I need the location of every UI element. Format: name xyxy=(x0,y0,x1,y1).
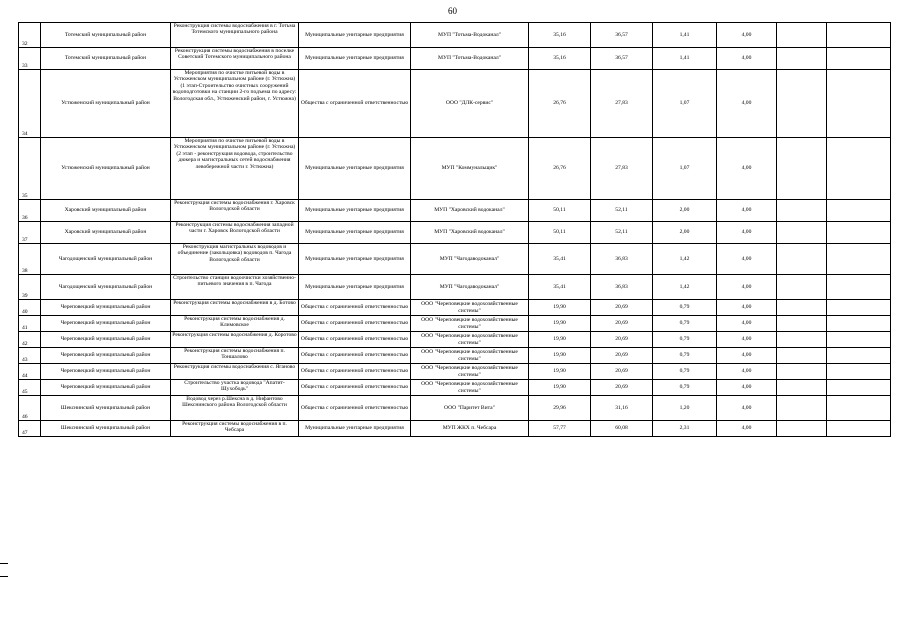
district-cell: Череповецкий муниципальный район xyxy=(41,380,171,396)
empty-cell xyxy=(827,380,891,396)
empty-cell xyxy=(777,300,827,316)
organization-cell: ООО "Череповецкие водохозяйственные системы" xyxy=(411,364,529,380)
organization-cell: МУП "Харовский водоканал" xyxy=(411,222,529,244)
table-row xyxy=(19,275,891,300)
district-cell: Череповецкий муниципальный район xyxy=(41,316,171,332)
project-cell: Реконструкция системы водоснабжения в д. Ботово xyxy=(171,300,299,316)
table-row xyxy=(19,200,891,222)
row-number: 35 xyxy=(19,138,41,200)
district-cell: Череповецкий муниципальный район xyxy=(41,348,171,364)
district-cell: Шекснинский муниципальный район xyxy=(41,396,171,421)
value-3-cell: 2,00 xyxy=(653,222,717,244)
org-type-cell: Общества с ограниченной ответственностью xyxy=(299,316,411,332)
value-1-cell: 19,90 xyxy=(529,316,591,332)
district-cell: Череповецкий муниципальный район xyxy=(41,332,171,348)
value-3-cell: 0,79 xyxy=(653,316,717,332)
empty-cell xyxy=(777,421,827,437)
margin-mark xyxy=(0,576,8,577)
empty-cell xyxy=(777,364,827,380)
value-2-cell: 20,69 xyxy=(591,380,653,396)
value-1-cell: 19,90 xyxy=(529,300,591,316)
value-2-cell: 36,83 xyxy=(591,244,653,275)
value-4-cell: 4,00 xyxy=(717,48,777,70)
value-4-cell: 4,00 xyxy=(717,364,777,380)
organization-cell: МУП "Коммунальщик" xyxy=(411,138,529,200)
value-1-cell: 26,76 xyxy=(529,70,591,138)
empty-cell xyxy=(827,396,891,421)
value-2-cell: 27,83 xyxy=(591,138,653,200)
org-type-cell: Общества с ограниченной ответственностью xyxy=(299,348,411,364)
district-cell: Череповецкий муниципальный район xyxy=(41,300,171,316)
project-cell: Реконструкция системы водоснабжения в п. Чебсара xyxy=(171,421,299,437)
district-cell: Харовский муниципальный район xyxy=(41,222,171,244)
empty-cell xyxy=(827,332,891,348)
table-row xyxy=(19,23,891,48)
org-type-cell: Общества с ограниченной ответственностью xyxy=(299,332,411,348)
investment-table xyxy=(18,22,891,437)
project-cell: Реконструкция системы водоснабжения п. Тоншалово xyxy=(171,348,299,364)
row-number: 43 xyxy=(19,348,41,364)
value-2-cell: 20,69 xyxy=(591,332,653,348)
project-cell: Реконструкция системы водоснабжения д. Климовское xyxy=(171,316,299,332)
value-1-cell: 19,90 xyxy=(529,380,591,396)
table-row xyxy=(19,332,891,348)
value-1-cell: 35,16 xyxy=(529,48,591,70)
value-4-cell: 4,00 xyxy=(717,275,777,300)
table-row xyxy=(19,396,891,421)
value-4-cell: 4,00 xyxy=(717,421,777,437)
empty-cell xyxy=(777,200,827,222)
value-1-cell: 19,90 xyxy=(529,364,591,380)
value-1-cell: 50,11 xyxy=(529,200,591,222)
organization-cell: МУП "Тотьма-Водоканал" xyxy=(411,23,529,48)
value-2-cell: 20,69 xyxy=(591,316,653,332)
district-cell: Тотемский муниципальный район xyxy=(41,23,171,48)
empty-cell xyxy=(777,396,827,421)
value-3-cell: 0,79 xyxy=(653,380,717,396)
value-1-cell: 50,11 xyxy=(529,222,591,244)
table-row xyxy=(19,244,891,275)
table-row xyxy=(19,300,891,316)
value-3-cell: 1,42 xyxy=(653,275,717,300)
value-4-cell: 4,00 xyxy=(717,396,777,421)
project-cell: Реконструкция системы водоснабжения д. Коротово xyxy=(171,332,299,348)
empty-cell xyxy=(777,332,827,348)
organization-cell: МУП "Чагодаводоканал" xyxy=(411,275,529,300)
value-1-cell: 19,90 xyxy=(529,332,591,348)
value-4-cell: 4,00 xyxy=(717,138,777,200)
value-3-cell: 1,07 xyxy=(653,70,717,138)
org-type-cell: Муниципальные унитарные предприятия xyxy=(299,244,411,275)
value-1-cell: 26,76 xyxy=(529,138,591,200)
row-number: 47 xyxy=(19,421,41,437)
organization-cell: МУП "Чагодаводоканал" xyxy=(411,244,529,275)
project-cell: Реконструкция системы водоснабжения в поселке Советский Тотемского муниципального района xyxy=(171,48,299,70)
row-number: 38 xyxy=(19,244,41,275)
empty-cell xyxy=(827,421,891,437)
value-2-cell: 31,16 xyxy=(591,396,653,421)
table-row xyxy=(19,421,891,437)
table-row xyxy=(19,222,891,244)
value-4-cell: 4,00 xyxy=(717,244,777,275)
value-2-cell: 20,69 xyxy=(591,300,653,316)
value-3-cell: 2,31 xyxy=(653,421,717,437)
table-row xyxy=(19,316,891,332)
empty-cell xyxy=(827,23,891,48)
table-row xyxy=(19,380,891,396)
empty-cell xyxy=(827,222,891,244)
value-2-cell: 52,11 xyxy=(591,222,653,244)
row-number: 33 xyxy=(19,48,41,70)
value-4-cell: 4,00 xyxy=(717,332,777,348)
value-4-cell: 4,00 xyxy=(717,380,777,396)
project-cell: Реконструкция системы водоснабжения западной части г. Харовск Вологодской области xyxy=(171,222,299,244)
row-number: 34 xyxy=(19,70,41,138)
organization-cell: ООО "Череповецкие водохозяйственные системы" xyxy=(411,316,529,332)
project-cell: Реконструкция системы водоснабжения в г. Тотьма Тотемского муниципального района xyxy=(171,23,299,48)
project-cell: Реконструкция магистральных водоводов и объединение (закольцовка) водоводов п. Чагода Вологодской области xyxy=(171,244,299,275)
value-1-cell: 35,41 xyxy=(529,244,591,275)
empty-cell xyxy=(827,48,891,70)
org-type-cell: Муниципальные унитарные предприятия xyxy=(299,48,411,70)
empty-cell xyxy=(777,380,827,396)
value-2-cell: 36,57 xyxy=(591,23,653,48)
value-4-cell: 4,00 xyxy=(717,222,777,244)
empty-cell xyxy=(777,348,827,364)
org-type-cell: Муниципальные унитарные предприятия xyxy=(299,421,411,437)
row-number: 42 xyxy=(19,332,41,348)
org-type-cell: Общества с ограниченной ответственностью xyxy=(299,380,411,396)
project-cell: Реконструкция системы водоснабжения с. Яганово xyxy=(171,364,299,380)
empty-cell xyxy=(827,200,891,222)
row-number: 44 xyxy=(19,364,41,380)
row-number: 37 xyxy=(19,222,41,244)
value-2-cell: 20,69 xyxy=(591,348,653,364)
value-1-cell: 19,90 xyxy=(529,348,591,364)
value-2-cell: 20,69 xyxy=(591,364,653,380)
table-row xyxy=(19,348,891,364)
value-4-cell: 4,00 xyxy=(717,70,777,138)
empty-cell xyxy=(777,48,827,70)
value-1-cell: 57,77 xyxy=(529,421,591,437)
value-4-cell: 4,00 xyxy=(717,300,777,316)
org-type-cell: Общества с ограниченной ответственностью xyxy=(299,300,411,316)
value-3-cell: 1,42 xyxy=(653,244,717,275)
district-cell: Шекснинский муниципальный район xyxy=(41,421,171,437)
organization-cell: ООО "Череповецкие водохозяйственные системы" xyxy=(411,380,529,396)
value-1-cell: 35,41 xyxy=(529,275,591,300)
org-type-cell: Общества с ограниченной ответственностью xyxy=(299,396,411,421)
value-4-cell: 4,00 xyxy=(717,23,777,48)
row-number: 36 xyxy=(19,200,41,222)
value-3-cell: 1,20 xyxy=(653,396,717,421)
table-row xyxy=(19,70,891,138)
row-number: 46 xyxy=(19,396,41,421)
org-type-cell: Муниципальные унитарные предприятия xyxy=(299,200,411,222)
value-1-cell: 29,96 xyxy=(529,396,591,421)
table-row xyxy=(19,364,891,380)
empty-cell xyxy=(827,138,891,200)
org-type-cell: Общества с ограниченной ответственностью xyxy=(299,364,411,380)
value-2-cell: 36,83 xyxy=(591,275,653,300)
value-3-cell: 2,00 xyxy=(653,200,717,222)
empty-cell xyxy=(777,70,827,138)
org-type-cell: Муниципальные унитарные предприятия xyxy=(299,275,411,300)
organization-cell: ООО "ДЛК-сервис" xyxy=(411,70,529,138)
project-cell: Реконструкция системы водоснабжения г. Харовск Вологодской области xyxy=(171,200,299,222)
value-4-cell: 4,00 xyxy=(717,316,777,332)
value-1-cell: 35,16 xyxy=(529,23,591,48)
org-type-cell: Муниципальные унитарные предприятия xyxy=(299,23,411,48)
row-number: 32 xyxy=(19,23,41,48)
empty-cell xyxy=(777,275,827,300)
margin-mark xyxy=(0,563,8,564)
value-2-cell: 52,11 xyxy=(591,200,653,222)
empty-cell xyxy=(827,275,891,300)
organization-cell: МУП "Харовский водоканал" xyxy=(411,200,529,222)
value-3-cell: 0,79 xyxy=(653,364,717,380)
value-2-cell: 36,57 xyxy=(591,48,653,70)
value-4-cell: 4,00 xyxy=(717,348,777,364)
project-cell: Строительство станции водоочистки хозяйственно-питьевого значения в п. Чагода xyxy=(171,275,299,300)
empty-cell xyxy=(777,244,827,275)
org-type-cell: Муниципальные унитарные предприятия xyxy=(299,138,411,200)
value-3-cell: 0,79 xyxy=(653,332,717,348)
empty-cell xyxy=(827,348,891,364)
empty-cell xyxy=(777,138,827,200)
value-2-cell: 27,83 xyxy=(591,70,653,138)
org-type-cell: Общества с ограниченной ответственностью xyxy=(299,70,411,138)
district-cell: Череповецкий муниципальный район xyxy=(41,364,171,380)
organization-cell: ООО "Паритет Вита" xyxy=(411,396,529,421)
table-row xyxy=(19,48,891,70)
empty-cell xyxy=(777,316,827,332)
value-3-cell: 0,79 xyxy=(653,300,717,316)
district-cell: Чагодощенский муниципальный район xyxy=(41,275,171,300)
district-cell: Тотемский муниципальный район xyxy=(41,48,171,70)
organization-cell: ООО "Череповецкие водохозяйственные системы" xyxy=(411,300,529,316)
empty-cell xyxy=(827,70,891,138)
org-type-cell: Муниципальные унитарные предприятия xyxy=(299,222,411,244)
project-cell: Мероприятия по очистке питьевой воды в Устюженском муниципальном районе (г. Устюжна) (1 этап-Строительство очистных сооружений водоподготовки на станции 2-го подъема по адресу: Вологодская обл., Устюженский район, г. Устюжна) xyxy=(171,70,299,138)
empty-cell xyxy=(777,23,827,48)
district-cell: Устюженский муниципальный район xyxy=(41,138,171,200)
value-3-cell: 1,41 xyxy=(653,48,717,70)
district-cell: Устюженский муниципальный район xyxy=(41,70,171,138)
project-cell: Мероприятия по очистке питьевой воды в Устюженском муниципальном районе (г. Устюжна) (2 этап - реконструкция водовода, строительство дюкера и магистральных сетей водоснабжения левобережной части г. Устюжна) xyxy=(171,138,299,200)
row-number: 39 xyxy=(19,275,41,300)
table-row xyxy=(19,138,891,200)
empty-cell xyxy=(827,316,891,332)
value-4-cell: 4,00 xyxy=(717,200,777,222)
project-cell: Строительство участка водовода "Апатит-Шухободь" xyxy=(171,380,299,396)
row-number: 41 xyxy=(19,316,41,332)
row-number: 40 xyxy=(19,300,41,316)
value-3-cell: 1,41 xyxy=(653,23,717,48)
district-cell: Чагодощенский муниципальный район xyxy=(41,244,171,275)
empty-cell xyxy=(827,364,891,380)
project-cell: Водовод через р.Шексна в д. Нифантово Шекснинского района Вологодской области xyxy=(171,396,299,421)
organization-cell: МУП ЖКХ п. Чебсара xyxy=(411,421,529,437)
district-cell: Харовский муниципальный район xyxy=(41,200,171,222)
organization-cell: МУП "Тотьма-Водоканал" xyxy=(411,48,529,70)
empty-cell xyxy=(777,222,827,244)
value-2-cell: 60,08 xyxy=(591,421,653,437)
value-3-cell: 1,07 xyxy=(653,138,717,200)
organization-cell: ООО "Череповецкие водохозяйственные системы" xyxy=(411,348,529,364)
row-number: 45 xyxy=(19,380,41,396)
value-3-cell: 0,79 xyxy=(653,348,717,364)
organization-cell: ООО "Череповецкие водохозяйственные системы" xyxy=(411,332,529,348)
empty-cell xyxy=(827,300,891,316)
page-number: 60 xyxy=(448,6,457,16)
empty-cell xyxy=(827,244,891,275)
